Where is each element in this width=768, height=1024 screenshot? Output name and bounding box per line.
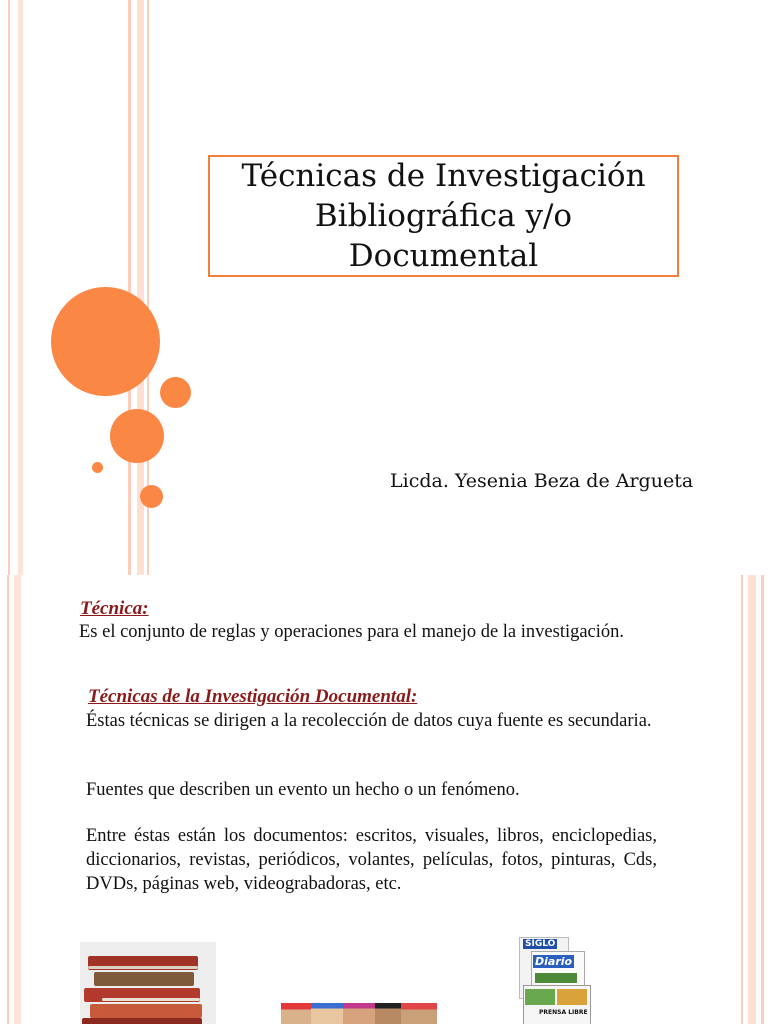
decor-circle-small: [140, 485, 163, 508]
slide-title: Técnicas de Investigación Bibliográfica y/o Documental: [241, 158, 646, 274]
decorative-stripe: [761, 575, 764, 1024]
tecnica-heading: Técnica:: [80, 598, 149, 619]
decor-circle-tiny: [92, 462, 103, 473]
decorative-stripe: [7, 575, 9, 1024]
decor-circle-medium: [110, 409, 164, 463]
author-name: Licda. Yesenia Beza de Argueta: [390, 470, 694, 492]
doc-heading: Técnicas de la Investigación Documental:: [88, 686, 418, 707]
decorative-stripe: [128, 0, 131, 575]
fuentes-text: Fuentes que describen un evento un hecho o un fenómeno.: [86, 780, 520, 800]
decor-circle-large: [51, 287, 160, 396]
magazines-image: [281, 999, 437, 1024]
newspapers-image: [517, 937, 599, 1024]
decorative-stripe: [14, 575, 21, 1024]
decor-circle-small: [160, 377, 191, 408]
newspaper-label: PRENSA LIBRE: [539, 1009, 588, 1016]
newspaper-label: SIGLO: [525, 939, 556, 949]
documentos-text: Entre éstas están los documentos: escritos, visuales, libros, enciclopedias, diccionarios, revistas, periódicos, volantes, películas, fotos, pinturas, Cds, DVDs, páginas web, videograbadoras, etc.: [86, 826, 657, 894]
doc-definition: Éstas técnicas se dirigen a la recolección de datos cuya fuente es secundaria.: [86, 711, 652, 731]
content-slide: [0, 575, 768, 1024]
decorative-stripe: [18, 0, 23, 575]
books-image: [80, 942, 216, 1024]
tecnica-definition: Es el conjunto de reglas y operaciones para el manejo de la investigación.: [79, 622, 625, 642]
title-box: [208, 155, 679, 277]
decorative-stripe: [8, 0, 10, 575]
decorative-stripe: [748, 575, 756, 1024]
newspaper-label: Diario: [535, 955, 573, 968]
decorative-stripe: [741, 575, 743, 1024]
